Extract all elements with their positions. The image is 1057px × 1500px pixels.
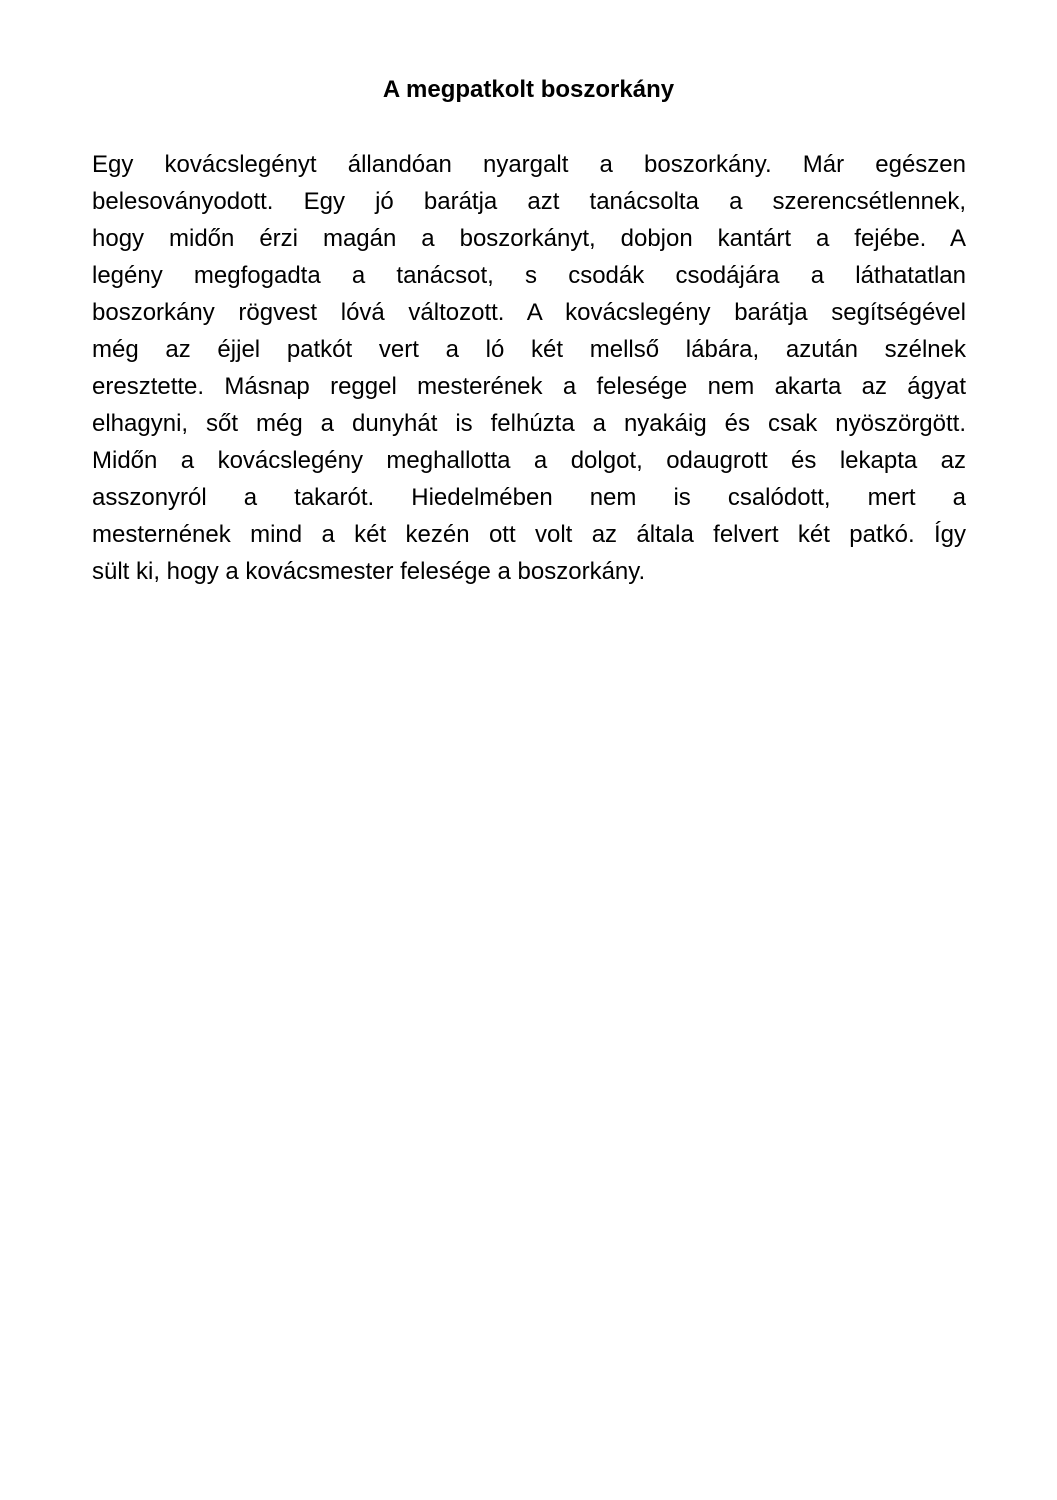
paragraph-line: hogy midőn érzi magán a boszorkányt, dobjon kantárt a fejébe. A bbox=[92, 225, 966, 252]
paragraph-line: még az éjjel patkót vert a ló két mellső lábára, azután szélnek bbox=[92, 336, 966, 363]
paragraph-line: sült ki, hogy a kovácsmester felesége a boszorkány. bbox=[92, 558, 646, 585]
document-title: A megpatkolt boszorkány bbox=[382, 76, 675, 103]
paragraph-line: elhagyni, sőt még a dunyhát is felhúzta a nyakáig és csak nyöszörgött. bbox=[92, 410, 966, 437]
paragraph-line: boszorkány rögvest lóvá változott. A kovácslegény barátja segítségével bbox=[92, 299, 966, 326]
paragraph-line: mesternének mind a két kezén ott volt az általa felvert két patkó. Így bbox=[92, 521, 966, 548]
paragraph-line: asszonyról a takarót. Hiedelmében nem is csalódott, mert a bbox=[92, 484, 966, 511]
paragraph-line: belesoványodott. Egy jó barátja azt tanácsolta a szerencsétlennek, bbox=[92, 188, 966, 215]
paragraph-line: eresztette. Másnap reggel mesterének a felesége nem akarta az ágyat bbox=[92, 373, 966, 400]
paragraph-line: legény megfogadta a tanácsot, s csodák csodájára a láthatatlan bbox=[92, 262, 966, 289]
story-paragraph bbox=[92, 146, 966, 590]
paragraph-line: Midőn a kovácslegény meghallotta a dolgot, odaugrott és lekapta az bbox=[92, 447, 966, 474]
paragraph-line: Egy kovácslegényt állandóan nyargalt a boszorkány. Már egészen bbox=[92, 151, 966, 178]
